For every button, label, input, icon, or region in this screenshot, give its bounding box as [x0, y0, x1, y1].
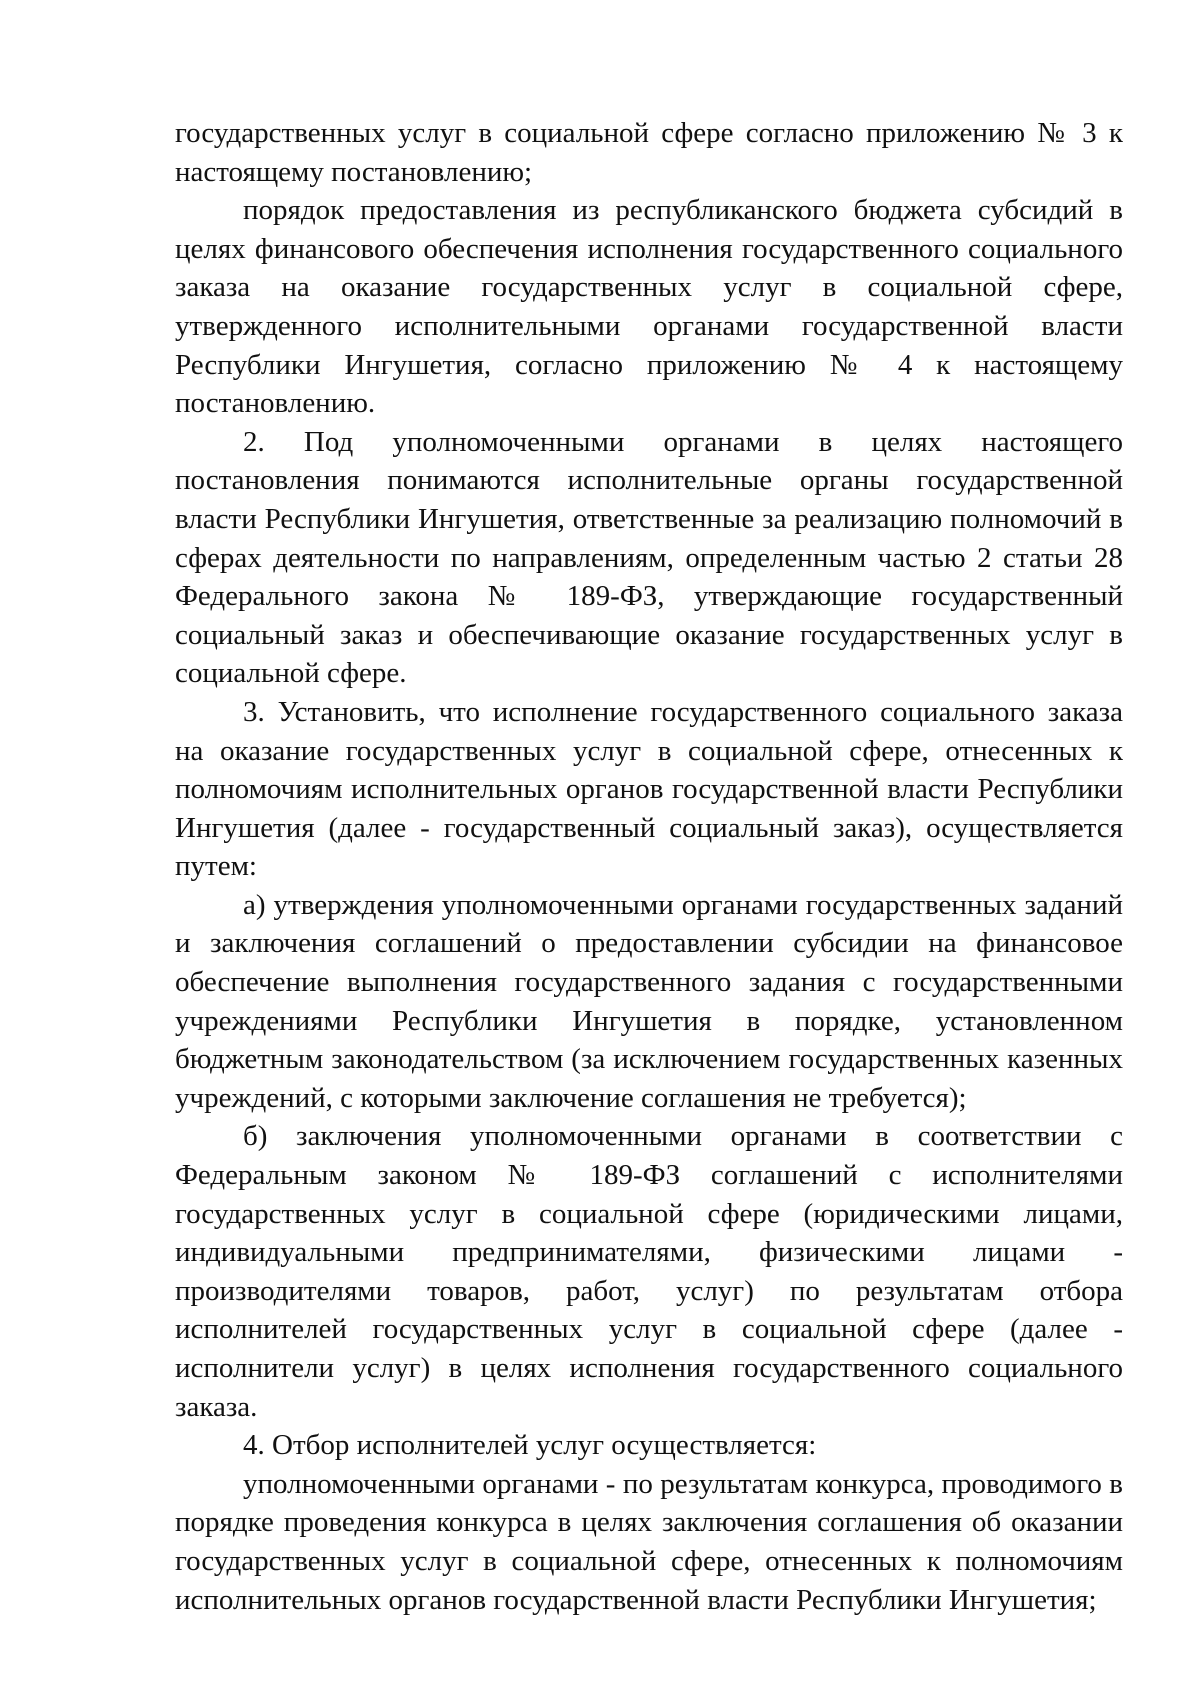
paragraph-subitem-a: а) утверждения уполномоченными органами государственных заданий и заключения соглашений о предоставлении субсидии на финансовое обеспечение выполнения государственного задания с государственными учреждениями Республики Ингушетия в порядке, установленном бюджетным законодательством (за исключением государственных казенных учреждений, с которыми заключение соглашения не требуется);	[175, 888, 1123, 1114]
document-page	[175, 114, 1123, 1619]
paragraph-procedure-subsidies: порядок предоставления из республиканского бюджета субсидий в целях финансового обеспечения исполнения государственного социального заказа на оказание государственных услуг в социальной сфере, утвержденного исполнительными органами государственной власти Республики Ингушетия, согласно приложению № 4 к настоящему постановлению.	[175, 194, 1123, 420]
paragraph-item-2: 2. Под уполномоченными органами в целях настоящего постановления понимаются исполнительные органы государственной власти Республики Ингушетия, ответственные за реализацию полномочий в сферах деятельности по направлениям, определенным частью 2 статьи 28 Федерального закона № 189-ФЗ, утверждающие государственный социальный заказ и обеспечивающие оказание государственных услуг в социальной сфере.	[175, 425, 1123, 690]
paragraph-selection-by-competition: уполномоченными органами - по результатам конкурса, проводимого в порядке проведения конкурса в целях заключения соглашения об оказании государственных услуг в социальной сфере, отнесенных к полномочиям исполнительных органов государственной власти Республики Ингушетия;	[175, 1467, 1123, 1616]
paragraph-subitem-b: б) заключения уполномоченными органами в соответствии с Федеральным законом № 189-ФЗ соглашений с исполнителями государственных услуг в социальной сфере (юридическими лицами, индивидуальными предпринимателями, физическими лицами - производителями товаров, работ, услуг) по результатам отбора исполнителей государственных услуг в социальной сфере (далее - исполнители услуг) в целях исполнения государственного социального заказа.	[175, 1120, 1123, 1423]
paragraph-item-4: 4. Отбор исполнителей услуг осуществляется:	[243, 1429, 817, 1462]
paragraph-continuation: государственных услуг в социальной сфере согласно приложению № 3 к настоящему постановлению;	[175, 117, 1123, 188]
paragraph-item-3: 3. Установить, что исполнение государственного социального заказа на оказание государственных услуг в социальной сфере, отнесенных к полномочиям исполнительных органов государственной власти Республики Ингушетия (далее - государственный социальный заказ), осуществляется путем:	[175, 695, 1123, 883]
